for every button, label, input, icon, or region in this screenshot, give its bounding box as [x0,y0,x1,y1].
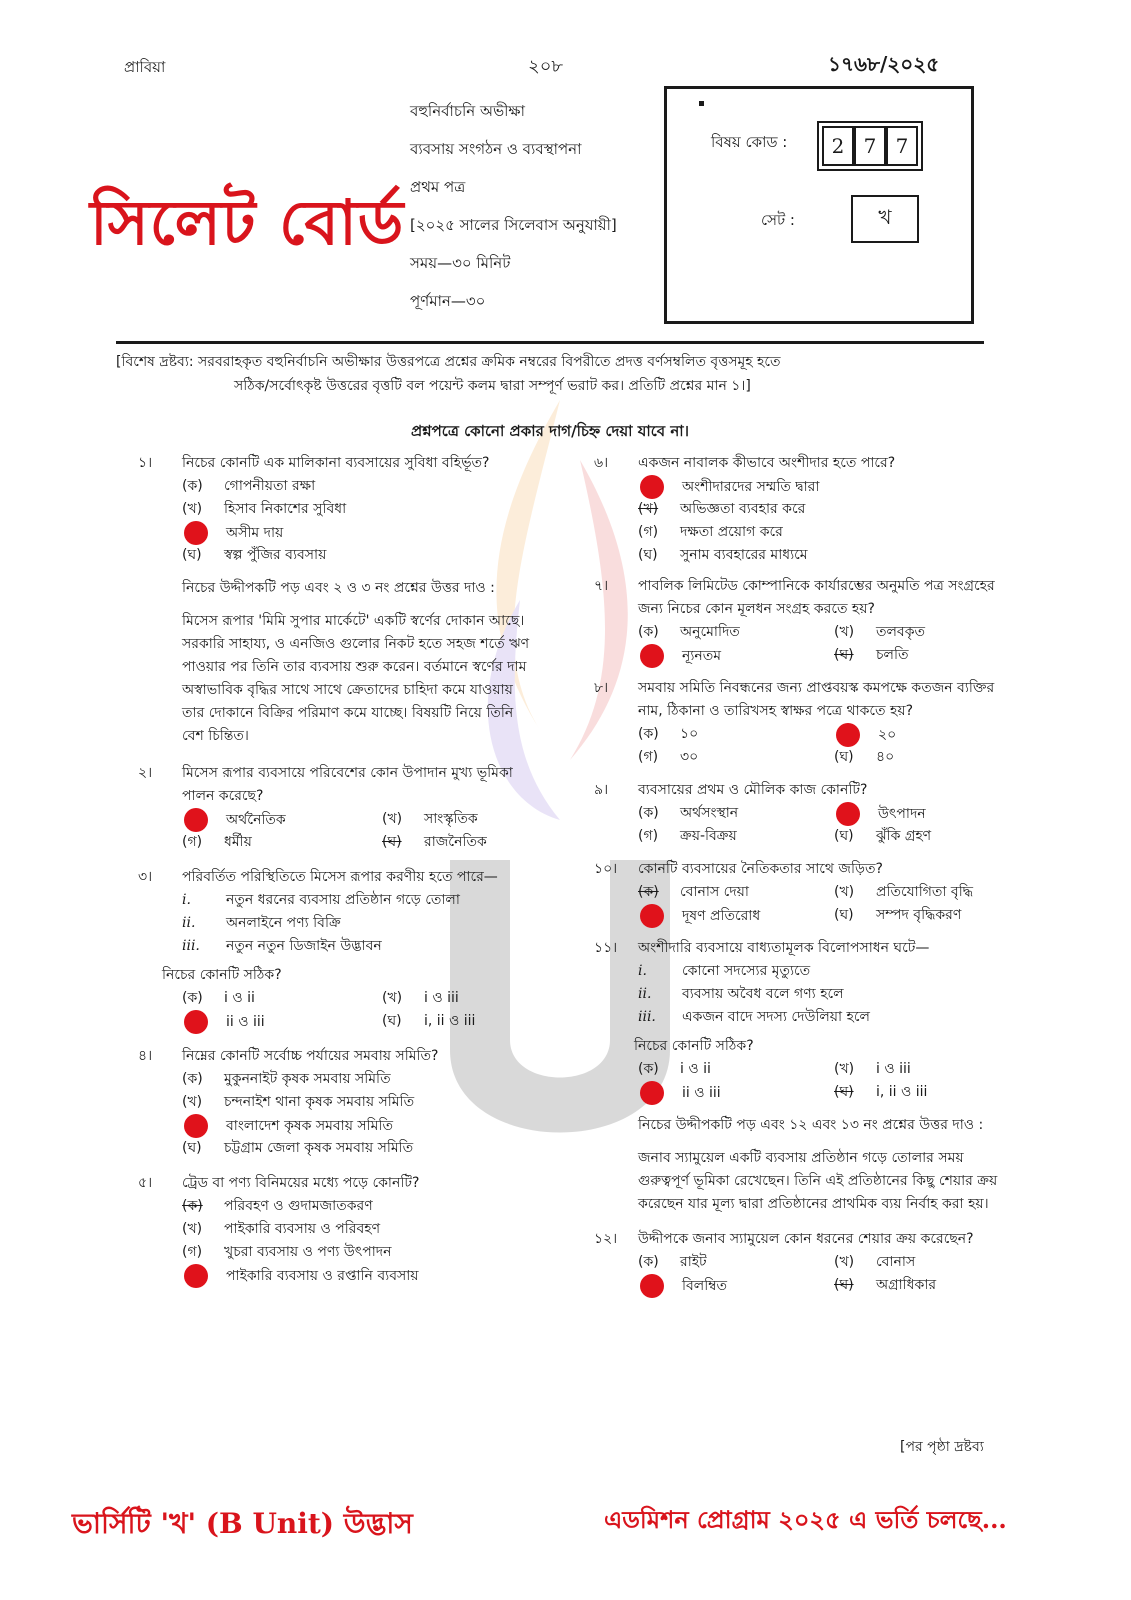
stem-1-intro: নিচের উদ্দীপকটি পড় এবং ২ ও ৩ নং প্রশ্নের উত্তর দাও : [182,580,495,596]
q6-option-ga[interactable]: (গ) দক্ষতা প্রয়োগ করে [638,524,783,540]
q1-number: ১। [138,455,153,471]
corner-dot [699,101,704,106]
set-box [851,195,919,243]
q5-option-ga[interactable]: (গ) খুচরা ব্যবসায় ও পণ্য উৎপাদন [182,1244,392,1260]
filled-answer-mark [184,1010,208,1034]
question-2 [138,762,538,854]
q9-text: ব্যবসায়ের প্রথম ও মৌলিক কাজ কোনটি? [638,782,868,798]
q5-text: ট্রেড বা পণ্য বিনিময়ের মধ্যে পড়ে কোনটি? [182,1175,420,1191]
q11-statements: i. কোনো সদস্যের মৃত্যুতে ii. ব্যবসায় অবৈধ বলে গণ্য হলে iii. একজন বাদে সদস্য দেউলিয়া হলে [638,963,870,1025]
q11-text: অংশীদারি ব্যবসায়ে বাধ্যতামূলক বিলোপসাধন ঘটে— [638,940,930,956]
q8-option-ga[interactable]: (গ) ৩০ [638,749,699,765]
q11-option-kha[interactable]: (খ) i ও iii [834,1061,911,1077]
q2-number: ২। [138,765,153,781]
q11-option-gha[interactable]: (ঘ) i, ii ও iii [834,1084,928,1100]
q4-number: ৪। [138,1048,153,1064]
full-marks: পূর্ণমান—৩০ [410,292,486,310]
q9-option-gha[interactable]: (ঘ) ঝুঁকি গ্রহণ [834,828,932,844]
q2-text: মিসেস রূপার ব্যবসায়ে পরিবেশের কোন উপাদান মুখ্য ভূমিকা পালন করেছে? [182,765,513,804]
code-digit-2: 7 [854,126,886,166]
q9-number: ৯। [594,782,609,798]
filled-answer-mark [184,1114,208,1138]
footer-left-promo: ভার্সিটি 'খ' (B Unit) উদ্ভাস [72,1507,413,1540]
q7-option-gha[interactable]: (ঘ) চলতি [834,647,909,663]
page-number: ২০৮ [528,56,564,77]
q7-option-kha[interactable]: (খ) তলবকৃত [834,624,926,640]
q6-text: একজন নাবালক কীভাবে অংশীদার হতে পারে? [638,455,896,471]
q8-option-kha[interactable]: ২০ [834,723,1004,746]
q5-option-kha[interactable]: (খ) পাইকারি ব্যবসায় ও পরিবহণ [182,1221,381,1237]
q6-number: ৬। [594,455,609,471]
subject-code-box [817,121,923,171]
q10-number: ১০। [594,861,618,877]
filled-answer-mark [640,475,664,499]
q10-text: কোনটি ব্যবসায়ের নৈতিকতার সাথে জড়িত? [638,861,883,877]
q11-option-ka[interactable]: (ক) i ও ii [638,1061,711,1077]
stem-1-passage: মিসেস রূপার 'মিমি সুপার মার্কেটে' একটি স্বর্ণের দোকান আছে। সরকারি সাহায্য, ও এনজিও গুলোর নিকট হতে সহজ শর্তে ঋণ পাওয়ার পর তিনি তার ব্যবসায় শুরু করেন। বর্তমানে স্বর্ণের দাম অস্বাভাবিক বৃদ্ধির সাথে সাথে ক্রেতাদের চাহিদা কমে যাওয়ায় তার দোকানে বিক্রির পরিমাণ কমে যাচ্ছে। বিষয়টি নিয়ে তিনি বেশ চিন্তিত। [182,613,530,744]
left-column [138,452,538,1287]
q7-option-ka[interactable]: (ক) অনুমোদিত [638,624,740,640]
q9-option-kha[interactable]: উৎপাদন [834,802,1004,825]
q6-option-kha[interactable]: (খ) অভিজ্ঞতা ব্যবহার করে [638,501,806,517]
syllabus-note: [২০২৫ সালের সিলেবাস অনুযায়ী] [410,216,617,234]
q2-option-kha[interactable]: (খ) সাংস্কৃতিক [382,811,478,827]
q3-option-ga[interactable]: ii ও iii [182,1010,382,1033]
q1-option-ga[interactable]: অসীম দায় [182,521,538,544]
subject-code-label: বিষয় কোড : [711,133,788,151]
q4-option-ka[interactable]: (ক) মুকুননাইট কৃষক সমবায় সমিতি [182,1071,391,1087]
q3-option-gha[interactable]: (ঘ) i, ii ও iii [382,1013,476,1029]
q4-option-gha[interactable]: (ঘ) চট্টগ্রাম জেলা কৃষক সমবায় সমিতি [182,1140,414,1156]
filled-answer-mark [184,521,208,545]
q2-option-ga[interactable]: (গ) ধর্মীয় [182,834,252,850]
question-10 [594,858,1004,927]
q12-text: উদ্দীপকে জনাব স্যামুয়েল কোন ধরনের শেয়ার ক্রয় করেছেন? [638,1231,974,1247]
publisher-name: প্রাবিয়া [124,58,166,76]
no-mark-warning: প্রশ্নপত্রে কোনো প্রকার দাগ/চিহ্ন দেয়া যাবে না। [410,422,690,440]
stem-2-intro: নিচের উদ্দীপকটি পড় এবং ১২ এবং ১৩ নং প্রশ্নের উত্তর দাও : [638,1117,984,1133]
subject-info-box [664,86,974,324]
q9-option-ga[interactable]: (গ) ক্রয়-বিক্রয় [638,828,737,844]
q10-option-ga[interactable]: দূষণ প্রতিরোধ [638,904,834,927]
header-divider [116,341,984,344]
q3-option-kha[interactable]: (খ) i ও iii [382,990,459,1006]
instruction-note [116,350,988,398]
q8-option-gha[interactable]: (ঘ) ৪০ [834,749,895,765]
question-4 [138,1045,538,1160]
set-value: খ [878,204,892,229]
question-7 [594,575,1004,667]
q5-option-gha[interactable]: পাইকারি ব্যবসায় ও রপ্তানি ব্যবসায় [182,1264,538,1287]
q12-option-gha[interactable]: (ঘ) অগ্রাধিকার [834,1277,937,1293]
footer-right-promo: এডমিশন প্রোগ্রাম ২০২৫ এ ভর্তি চলছে... [604,1505,1007,1534]
code-digit-3: 7 [886,126,918,166]
next-page-note: [পর পৃষ্ঠা দ্রষ্টব্য [900,1439,984,1455]
question-9 [594,779,1004,848]
filled-answer-mark [640,1274,664,1298]
question-12 [594,1228,1004,1297]
filled-answer-mark [640,904,664,928]
question-6 [594,452,1004,567]
q1-option-gha[interactable]: (ঘ) স্বল্প পুঁজির ব্যবসায় [182,547,327,563]
q3-statements: i. নতুন ধরনের ব্যবসায় প্রতিষ্ঠান গড়ে তোলা ii. অনলাইনে পণ্য বিক্রি iii. নতুন নতুন ডিজাইন উদ্ভাবন [182,892,460,954]
q7-text: পাবলিক লিমিটেড কোম্পানিকে কার্যারম্ভের অনুমতি পত্র সংগ্রহের জন্য নিচের কোন মূলধন সংগ্রহ করতে হয়? [638,578,995,617]
q9-option-ka[interactable]: (ক) অর্থসংস্থান [638,805,739,821]
filled-answer-mark [184,808,208,832]
question-11 [594,937,1004,1104]
question-8 [594,677,1004,769]
time-limit: সময়—৩০ মিনিট [410,254,511,272]
q5-option-ka[interactable]: (ক) পরিবহণ ও গুদামজাতকরণ [182,1198,373,1214]
q3-option-ka[interactable]: (ক) i ও ii [182,990,255,1006]
question-3 [138,866,538,1033]
q2-option-ka[interactable]: অর্থনৈতিক [182,808,382,831]
question-1 [138,452,538,567]
filled-answer-mark [184,1264,208,1288]
question-5 [138,1172,538,1287]
right-column [594,452,1004,1297]
subject-name: ব্যবসায় সংগঠন ও ব্যবস্থাপনা [410,140,582,158]
q8-text: সমবায় সমিতি নিবন্ধনের জন্য প্রাপ্তবয়স্ক কমপক্ষে কতজন ব্যক্তির নাম, ঠিকানা ও তারিখসহ স্বাক্ষর পত্রে থাকতে হয়? [638,680,995,719]
q10-option-ka[interactable]: (ক) বোনাস দেয়া [638,884,749,900]
stem-2-passage: জনাব স্যামুয়েল একটি ব্যবসায় প্রতিষ্ঠান গড়ে তোলার সময় গুরুত্বপূর্ণ ভূমিকা রেখেছেন। তিনি এই প্রতিষ্ঠানের কিছু শেয়ার ক্রয় করেছেন যার মূল্য দ্বারা প্রতিষ্ঠানের প্রাথমিক ব্যয় নির্বাহ করা হয়। [638,1150,998,1212]
set-label: সেট : [761,211,795,229]
filled-answer-mark [836,723,860,747]
q12-option-kha[interactable]: (খ) বোনাস [834,1254,916,1270]
q11-option-ga[interactable]: ii ও iii [638,1081,834,1104]
exam-type: বহুনির্বাচনি অভীক্ষা [410,102,525,120]
q6-option-gha[interactable]: (ঘ) সুনাম ব্যবহারের মাধ্যমে [638,547,808,563]
paper-name: প্রথম পত্র [410,178,466,196]
q3-number: ৩। [138,869,153,885]
q12-option-ka[interactable]: (ক) রাইট [638,1254,707,1270]
q4-text: নিম্নের কোনটি সর্বোচ্চ পর্যায়ের সমবায় সমিতি? [182,1048,439,1064]
q4-option-kha[interactable]: (খ) চন্দনাইশ থানা কৃষক সমবায় সমিতি [182,1094,415,1110]
q11-number: ১১। [594,940,618,956]
instruction-line-1: [বিশেষ দ্রষ্টব্য: সরবরাহকৃত বহুনির্বাচনি অভীক্ষার উত্তরপত্রে প্রশ্নের ক্রমিক নম্বরের বিপরীতে প্রদত্ত বর্ণসম্বলিত বৃত্তসমূহ হতে [116,354,781,370]
q6-option-ka[interactable]: অংশীদারদের সম্মতি দ্বারা [638,475,1004,498]
q12-option-ga[interactable]: বিলম্বিত [638,1274,834,1297]
q7-option-ga[interactable]: ন্যূনতম [638,644,834,667]
q11-ask: নিচের কোনটি সঠিক? [634,1038,754,1054]
filled-answer-mark [640,644,664,668]
filled-answer-mark [640,1081,664,1105]
q5-number: ৫। [138,1175,153,1191]
q1-option-kha[interactable]: (খ) হিসাব নিকাশের সুবিধা [182,501,347,517]
q10-option-gha[interactable]: (ঘ) সম্পদ বৃদ্ধিকরণ [834,907,962,923]
q4-option-ga[interactable]: বাংলাদেশ কৃষক সমবায় সমিতি [182,1114,538,1137]
board-title: সিলেট বোর্ড [90,186,405,259]
exam-info [410,92,617,320]
filled-answer-mark [836,802,860,826]
q3-ask: নিচের কোনটি সঠিক? [162,967,282,983]
q8-number: ৮। [594,680,609,696]
document-code: ১৭৬৮/২০২৫ [828,52,940,76]
code-digit-1: 2 [822,126,854,166]
q10-option-kha[interactable]: (খ) প্রতিযোগিতা বৃদ্ধি [834,884,973,900]
q1-option-ka[interactable]: (ক) গোপনীয়তা রক্ষা [182,478,316,494]
q1-text: নিচের কোনটি এক মালিকানা ব্যবসায়ের সুবিধা বহির্ভূত? [182,455,490,471]
q3-text: পরিবর্তিত পরিস্থিতিতে মিসেস রূপার করণীয় হতে পারে— [182,869,498,885]
q12-number: ১২। [594,1231,618,1247]
q7-number: ৭। [594,578,609,594]
instruction-line-2: সঠিক/সর্বোৎকৃষ্ট উত্তরের বৃত্তটি বল পয়েন্ট কলম দ্বারা সম্পূর্ণ ভরাট কর। প্রতিটি প্রশ্নের মান ১।] [234,378,751,394]
q2-option-gha[interactable]: (ঘ) রাজনৈতিক [382,834,487,850]
q8-option-ka[interactable]: (ক) ১০ [638,726,699,742]
